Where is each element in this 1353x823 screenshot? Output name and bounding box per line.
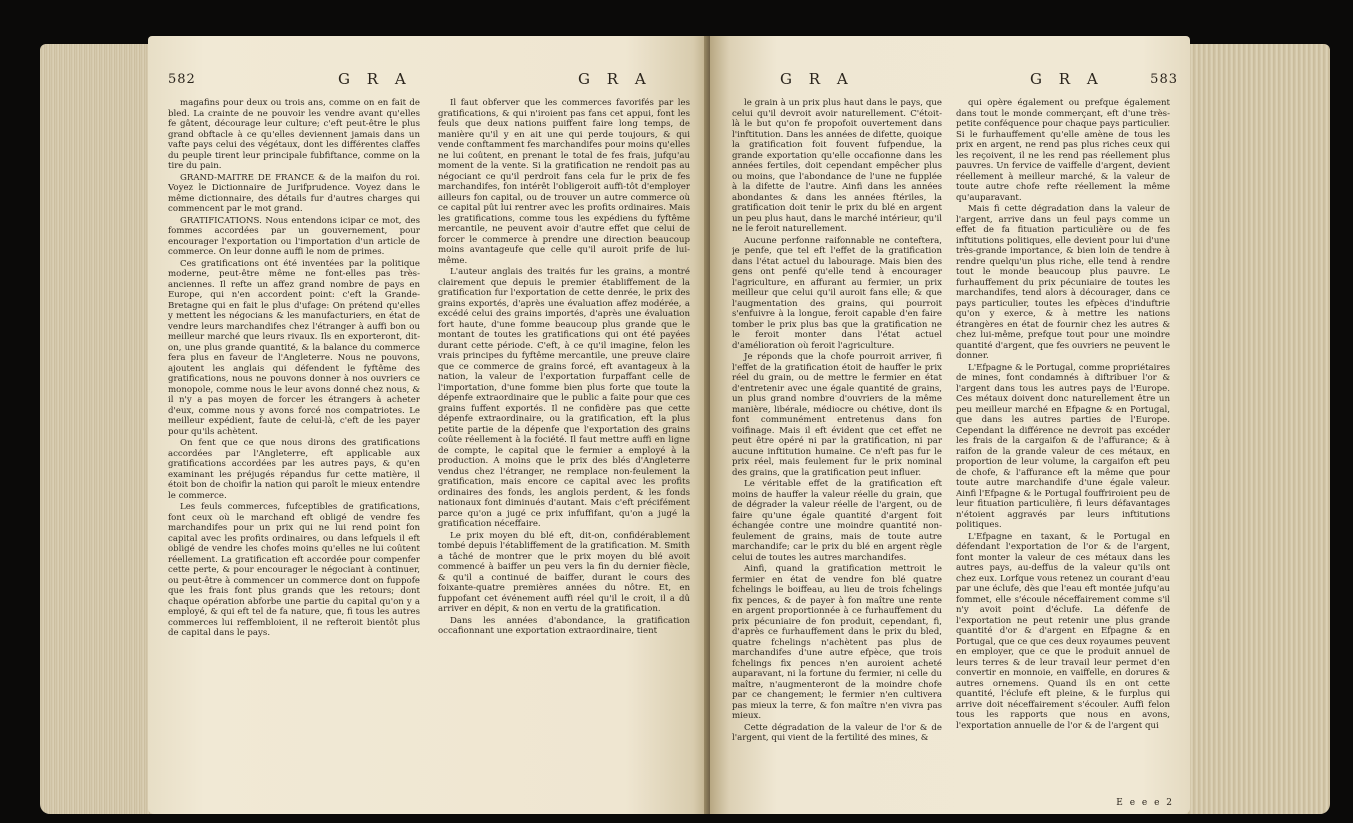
paragraph: Ainfi, quand la gratification mettroit le fermier en état de vendre fon blé quatre fchelings le boiffeau, au lieu de trois fchelings fix pences, & de payer à fon maître une rente en argent proportionnée à ce furhauffement du prix pécuniaire de fon produit, cependant, fi, d'après ce furhauffement dans le prix du bled, quatre fchelings n'achètent pas plus de marchandifes d'une autre efpèce, que trois fchelings fix pences n'en auroient acheté auparavant, ni la fortune du fermier, ni celle du maître, n'augmenteront de la moindre chofe par ce changement; le fermier n'en cultivera pas mieux la terre, & fon maître n'en vivra pas mieux. — [732, 564, 942, 721]
paragraph: Le véritable effet de la gratification eft moins de hauffer la valeur réelle du grain, que de dégrader la valeur réelle de l'argent, ou de faire qu'une égale quantité d'argent foit échangée contre une moindre quantité non-feulement de grains, mais de toute autre marchandife; car le prix du blé en argent règle celui de toutes les autres marchandifes. — [732, 479, 942, 563]
paragraph: GRAND-MAITRE DE FRANCE & de la maifon du roi. Voyez le Dictionnaire de Jurifprudence. Voyez dans le même dictionnaire, des détails fur d'autres charges qui commencent par le mot grand. — [168, 172, 420, 214]
right-page-header — [710, 70, 1190, 94]
right-page-edges — [1180, 44, 1330, 814]
paragraph: On fent que ce que nous dirons des gratifications accordées par l'Angleterre, eft applicable aux gratifications accordées par les autres pays, & qu'en examinant les préjugés répandus fur cette matière, il étoit bon de choifir la nation qui paroît le mieux entendre le commerce. — [168, 438, 420, 501]
right-running-head: G R A — [780, 70, 854, 88]
paragraph: Il faut obferver que les commerces favorifés par les gratifications, & qui n'iroient pas fans cet appui, font les feuls que deux nations puiffent faire long temps, de manière qu'il y en ait une qui perde toujours, & qui vende conftamment fes marchandifes pour moins qu'elles ne lui coûtent, en prenant le total de fes frais, jufqu'au moment de la vente. Si la gratification ne rendoit pas au négociant ce qu'il perdroit fans cela fur le prix de fes marchandifes, fon intérêt l'obligeroit auffi-tôt d'employer ailleurs fon capital, ou de trouver un autre commerce où ce capital pût lui rentrer avec les profits ordinaires. Mais les gratifications, comme tous les expédiens du fyftême mercantile, ne peuvent avoir d'autre effet que celui de forcer le commerce à prendre une direction beaucoup moins avantageufe que celle qu'il auroit prife de lui-même. — [438, 98, 690, 266]
paragraph: Aucune perfonne raifonnable ne conteftera, je penfe, que tel eft l'effet de la gratification dans l'état actuel du labourage. Mais bien des gens ont penfé qu'elle tend à encourager l'agriculture, en affurant au fermier, un prix meilleur que celui qu'il auroit fans elle; & que l'augmentation des grains, qui pourroit s'enfuivre à la longue, feroit capable d'en faire tomber le prix plus bas que la gratification ne le feroit monter dans l'état actuel d'amélioration où feroit l'agriculture. — [732, 235, 942, 351]
paragraph: magafins pour deux ou trois ans, comme on en fait de bled. La crainte de ne pouvoir les vendre avant qu'elles fe gâtent, décourage leur culture; c'eft peut-être le plus grand obftacle à ce qu'elles deviennent jamais dans un vafte pays celui des végétaux, dont les différentes claffes du peuple tirent leur principale fubfiftance, comme on la tire du pain. — [168, 98, 420, 171]
paragraph: L'auteur anglais des traités fur les grains, a montré clairement que depuis le premier établiffement de la gratification fur l'exportation de cette denrée, le prix des grains exportés, d'après une évaluation affez modérée, a excédé celui des grains importés, d'après une évaluation fort haute, d'une fomme beaucoup plus grande que le montant de toutes les gratifications qui ont été payées durant cette période. C'eft, à ce qu'il imagine, felon les vrais principes du fyftême mercantile, une preuve claire que ce commerce de grains forcé, eft avantageux à la nation, la valeur de l'exportation furpaffant celle de l'importation, d'une fomme bien plus forte que toute la dépenfe extraordinaire que le public a faite pour que ces grains fuffent exportés. Il ne confidère pas que cette dépenfe extraordinaire, ou la gratification, eft la plus petite partie de la dépenfe que l'exportation des grains coûte réellement à la fociété. Il faut mettre auffi en ligne de compte, le capital que le fermier a employé à la production. A moins que le prix des blés d'Angleterre vendus chez l'étranger, ne remplace non-feulement la gratification, mais encore ce capital avec les profits ordinaires des fonds, les anglois perdent, & les fonds nationaux font diminués d'autant. Mais c'eft précifément parce qu'on a jugé ce prix infuffifant, qu'on a jugé la gratification néceffaire. — [438, 267, 690, 529]
left-column-1 — [168, 98, 420, 796]
right-running-head-2: G R A — [1030, 70, 1104, 88]
left-page-edges — [40, 44, 158, 814]
paragraph: le grain à un prix plus haut dans le pays, que celui qu'il devroit avoir naturellement. C'étoit-là le but qu'on fe propofoit ouvertement dans l'inftitution. Dans les années de difette, quoique la gratification foit fouvent fufpendue, la grande exportation qu'elle occafionne dans les années fertiles, doit cependant empêcher plus ou moins, que l'abondance de l'une ne fupplée à la difette de l'autre. Ainfi dans les années abondantes & dans les années ftériles, la gratification doit tenir le prix du blé en argent un peu plus haut, dans le marché intérieur, qu'il ne le feroit naturellement. — [732, 98, 942, 234]
right-column-2 — [956, 98, 1170, 796]
paragraph: L'Efpagne en taxant, & le Portugal en défendant l'exportation de l'or & de l'argent, font monter la valeur de ces métaux dans les autres pays, au-deffus de la valeur qu'ils ont chez eux. Lorfque vous retenez un courant d'eau par une éclufe, dès que l'eau eft montée jufqu'au fommet, elle s'écoule néceffairement comme s'il n'y avoit point d'éclufe. La défenfe de l'exportation ne peut retenir une plus grande quantité d'or & d'argent en Efpagne & en Portugal, que ce que ces deux royaumes peuvent en employer, que ce que le produit annuel de leurs terres & de leur travail leur permet d'en convertir en monnoie, en vaiffelle, en dorures & autres ornemens. Quand ils en ont cette quantité, l'éclufe eft pleine, & le furplus qui arrive doit néceffairement s'écouler. Auffi felon tous les rapports que nous en avons, l'exportation annuelle de l'or & de l'argent qui — [956, 531, 1170, 731]
paragraph: Mais fi cette dégradation dans la valeur de l'argent, arrive dans un feul pays comme un effet de fa fituation particulière ou de fes inftitutions politiques, elle devient pour lui d'une très-grande importance, & bien loin de tendre à rendre quelqu'un plus riche, elle tend à rendre tout le monde beaucoup plus pauvre. Le furhauffement du prix pécuniaire de toutes les marchandifes, tend alors à décourager, dans ce pays particulier, toutes les efpèces d'induftrie qu'on y exerce, & à mettre les nations étrangères en état de fournir chez les autres & chez lui-même, prefque tout pour une moindre quantité d'argent, que fes ouvriers ne peuvent le donner. — [956, 204, 1170, 361]
paragraph: Les feuls commerces, fufceptibles de gratifications, font ceux où le marchand eft obligé de vendre fes marchandifes pour un prix qui ne lui rend point fon capital avec les profits ordinaires, ou dans lefquels il eft obligé de vendre les chofes moins qu'elles ne lui coûtent réellement. La gratification eft accordée pour compenfer cette perte, & pour encourager le négociant à continuer, ou peut-être à commencer un commerce dont on fuppofe que les frais font plus grands que les retours; dont chaque opération abforbe une partie du capital qu'on y a employé, & qui eft tel de fa nature, que, fi tous les autres commerces lui reffembloient, il ne refteroit bientôt plus de capital dans le pays. — [168, 502, 420, 638]
left-running-head-2: G R A — [578, 70, 652, 88]
signature-mark: E e e e 2 — [1116, 798, 1174, 808]
left-running-head: G R A — [338, 70, 412, 88]
left-page — [148, 36, 710, 814]
paragraph: GRATIFICATIONS. Nous entendons icipar ce mot, des fommes accordées par un gouvernement, pour encourager l'exportation ou l'importation d'un article de commerce. On leur donne auffi le nom de primes. — [168, 215, 420, 257]
paragraph: qui opère également ou prefque également dans tout le monde commerçant, eft d'une très-petite conféquence pour chaque pays particulier. Si le furhauffement qu'elle amène de tous les prix en argent, ne rend pas plus riches ceux qui les reçoivent, il ne les rend pas réellement plus pauvres. Un fervice de vaiffelle d'argent, devient réellement à meilleur marché, & la valeur de toute autre chofe refte réellement la même qu'auparavant. — [956, 98, 1170, 203]
right-page — [710, 36, 1190, 814]
right-page-number: 583 — [1150, 72, 1178, 87]
paragraph: L'Efpagne & le Portugal, comme propriétaires de mines, font condamnés à diftribuer l'or & l'argent dans tous les autres pays de l'Europe. Ces métaux doivent donc naturellement être un peu meilleur marché en Efpagne & en Portugal, que dans les autres parties de l'Europe. Cependant la différence ne devroit pas excéder les frais de la cargaifon & de l'affurance; & à raifon de la grande valeur de ces métaux, en proportion de leur volume, la cargaifon eft peu de chofe, & l'affurance eft la même que pour toute autre marchandife d'une égale valeur. Ainfi l'Efpagne & le Portugal fouffriroient peu de leur fituation particulière, fi leurs défavantages n'étoient aggravés par leurs inftitutions politiques. — [956, 362, 1170, 530]
left-page-number: 582 — [168, 72, 196, 87]
open-book — [40, 14, 1330, 814]
paragraph: Je réponds que la chofe pourroit arriver, fi l'effet de la gratification étoit de hauffer le prix réel du grain, ou de mettre le fermier en état d'entretenir avec une égale quantité de grains, un plus grand nombre d'ouvriers de la même manière, libérale, médiocre ou chétive, dont ils font communément entretenus dans fon voifinage. Mais il eft évident que cet effet ne peut être opéré ni par la gratification, ni par aucune inftitution humaine. Ce n'eft pas fur le prix réel, mais feulement fur le prix nominal des grains, que la gratification peut influer. — [732, 352, 942, 478]
right-column-1 — [732, 98, 942, 796]
left-page-header — [148, 70, 710, 94]
paragraph: Ces gratifications ont été inventées par la politique moderne, peut-être même ne font-elles pas très-anciennes. Il refte un affez grand nombre de pays en Europe, qui n'en accordent point: c'eft la Grande-Bretagne qui en fait le plus d'ufage: On prétend qu'elles y mettent les négocians & les manufacturiers, en état de vendre leurs marchandifes chez l'étranger à auffi bon ou meilleur marché que leurs rivaux. Ils en exporteront, dit-on, une plus grande quantité, & la balance du commerce fera plus en faveur de l'Angleterre. Nous ne pouvons, ajoutent les anglais qui défendent le fyftême des gratifications, nous ne pouvons donner à nos ouvriers ce monopole, comme nous le leur avons donné chez nous, & il n'y a pas moyen de forcer les étrangers à acheter d'eux, comme nous y avons forcé nos compatriotes. Le meilleur expédient, faute de celui-là, c'eft de les payer pour qu'ils achètent. — [168, 258, 420, 437]
paragraph: Dans les années d'abondance, la gratification occafionnant une exportation extraordinaire, tient — [438, 615, 690, 636]
left-column-2 — [438, 98, 690, 796]
paragraph: Le prix moyen du blé eft, dit-on, confidérablement tombé depuis l'établiffement de la gratification. M. Smith a tâché de montrer que le prix moyen du blé avoit commencé à baiffer un peu vers la fin du dernier fiècle, & qu'il a continué de baiffer, durant le cours des foixante-quatre premières années du nôtre. Et, en fuppofant cet événement auffi réel qu'il le croit, il a dû arriver en dépit, & non en vertu de la gratification. — [438, 530, 690, 614]
paragraph: Cette dégradation de la valeur de l'or & de l'argent, qui vient de la fertilité des mines, & — [732, 722, 942, 743]
